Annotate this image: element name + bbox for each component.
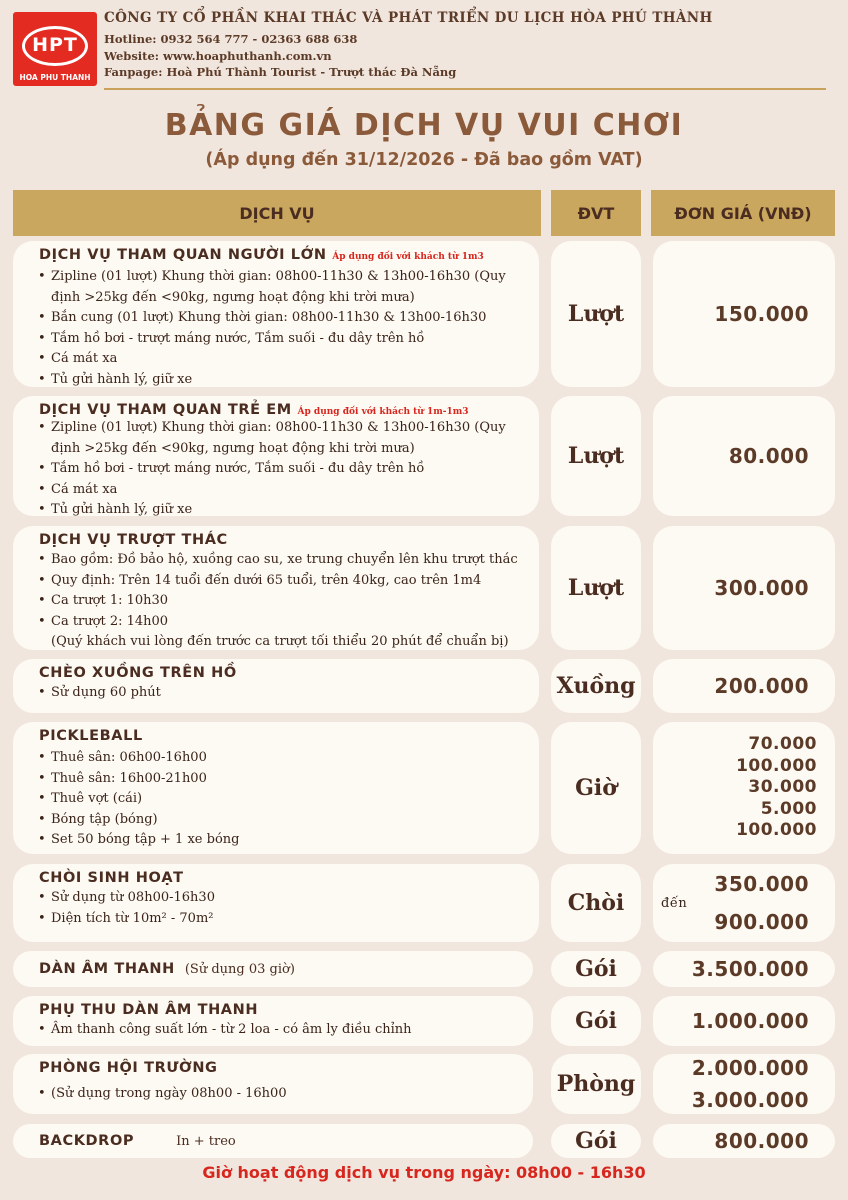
company-logo [13,12,97,86]
price-cell: 200.000 [653,659,835,713]
service-item: • Set 50 bóng tập + 1 xe bóng [39,830,525,851]
service-item: định >25kg đến <90kg, ngưng hoạt động khi trời mưa) [51,440,415,456]
service-item: • Tủ gửi hành lý, giữ xe [39,370,525,391]
service-item: • Tắm hồ bơi - trượt máng nước, Tắm suối - đu dây trên hồ [39,459,525,480]
service-item: định >25kg đến <90kg, ngưng hoạt động khi trời mưa) [51,289,415,305]
price-value: 70.000 [748,734,817,755]
service-row-sound-surcharge [13,996,533,1046]
company-info [104,10,713,81]
unit-cell: Chòi [551,864,641,942]
service-item: • Bóng tập (bóng) [39,810,525,831]
unit-cell: Lượt [551,526,641,650]
price-cell: 800.000 [653,1124,835,1158]
service-name: PHỤ THU DÀN ÂM THANH [39,1002,259,1018]
price-value: 5.000 [760,798,817,819]
price-to: 900.000 [714,910,809,934]
header-divider [104,88,826,90]
service-item: • Sử dụng 60 phút [39,683,525,704]
price-cell: 80.000 [653,396,835,516]
price-value: 30.000 [748,777,817,798]
column-header-price: ĐƠN GIÁ (VNĐ) [651,190,835,236]
price-cell: 3.500.000 [653,951,835,987]
logo-abbr: HPT [32,34,78,56]
fanpage: Fanpage: Hoà Phú Thành Tourist - Trượt thác Đà Nẵng [104,65,457,79]
price-value: 2.000.000 [691,1056,809,1080]
service-item: • Ca trượt 1: 10h30 [39,591,525,612]
service-detail: (Sử dụng 03 giờ) [184,961,295,977]
service-note: Áp dụng đối với khách từ 1m-1m3 [297,407,469,417]
service-item: • Ca trượt 2: 14h00 [39,612,525,633]
service-row-backdrop [13,1124,533,1158]
service-item: • Cá mát xa [39,349,525,370]
service-item: • Zipline (01 lượt) Khung thời gian: 08h00-11h30 & 13h00-16h30 (Quy [39,267,525,288]
service-item: • Tắm hồ bơi - trượt máng nước, Tắm suối - đu dây trên hồ [39,329,525,350]
service-row-sound [13,951,533,987]
service-item: • Tủ gửi hành lý, giữ xe [39,500,525,521]
service-name: CHÒI SINH HOẠT [39,870,184,886]
price-cell [653,722,835,854]
service-item: • (Sử dụng trong ngày 08h00 - 16h00 [39,1084,519,1105]
page-title: BẢNG GIÁ DỊCH VỤ VUI CHƠI [164,108,684,143]
price-cell: 1.000.000 [653,996,835,1046]
service-name: CHÈO XUỒNG TRÊN HỒ [39,665,237,681]
service-item: • Quy định: Trên 14 tuổi đến dưới 65 tuổi, trên 40kg, cao trên 1m4 [39,571,525,592]
unit-cell: Gói [551,951,641,987]
company-name: CÔNG TY CỔ PHẦN KHAI THÁC VÀ PHÁT TRIỂN DU LỊCH HÒA PHÚ THÀNH [104,10,713,26]
service-item: • Thuê sân: 06h00-16h00 [39,748,525,769]
service-name: DÀN ÂM THANH (Sử dụng 03 giờ) [39,960,295,977]
price-cell: 300.000 [653,526,835,650]
price-from: 350.000 [714,872,809,896]
service-name: DỊCH VỤ THAM QUAN TRẺ EM Áp dụng đối với khách từ 1m-1m3 [39,402,469,418]
service-item: • Zipline (01 lượt) Khung thời gian: 08h00-11h30 & 13h00-16h30 (Quy [39,418,525,439]
service-item: • Sử dụng từ 08h00-16h30 [39,888,525,909]
service-row-hut [13,864,539,942]
service-row-kayak [13,659,539,713]
service-item: (Quý khách vui lòng đến trước ca trượt tối thiểu 20 phút để chuẩn bị) [51,634,509,649]
price-cell: 150.000 [653,241,835,387]
price-cell [653,864,835,942]
service-item: • Thuê sân: 16h00-21h00 [39,769,525,790]
unit-cell: Gói [551,1124,641,1158]
column-header-service: DỊCH VỤ [13,190,541,236]
operating-hours: Giờ hoạt động dịch vụ trong ngày: 08h00 - 16h30 [202,1163,646,1182]
unit-cell: Lượt [551,396,641,516]
service-item: • Bắn cung (01 lượt) Khung thời gian: 08h00-11h30 & 13h00-16h30 [39,308,525,329]
service-name: DỊCH VỤ TRƯỢT THÁC [39,532,228,548]
unit-cell: Gói [551,996,641,1046]
service-item: • Thuê vợt (cái) [39,789,525,810]
hotline: Hotline: 0932 564 777 - 02363 688 638 [104,32,358,46]
service-row-child [13,396,539,516]
price-value: 100.000 [736,820,817,841]
unit-cell: Giờ [551,722,641,854]
website: Website: www.hoaphuthanh.com.vn [104,48,332,63]
service-item: • Âm thanh công suất lớn - từ 2 loa - có âm ly điều chỉnh [39,1020,519,1041]
service-name: BACKDROP In + treo [39,1132,236,1149]
service-row-hall [13,1054,533,1114]
price-range-separator: đến [661,895,688,911]
service-name: PICKLEBALL [39,728,143,744]
price-range [653,865,809,941]
price-value: 3.000.000 [691,1088,809,1112]
page-subtitle: (Áp dụng đến 31/12/2026 - Đã bao gồm VAT) [205,150,643,170]
unit-cell: Xuồng [551,659,641,713]
service-detail: In + treo [176,1133,236,1149]
service-name: PHÒNG HỘI TRƯỜNG [39,1060,218,1076]
price-cell [653,1054,835,1114]
unit-cell: Phòng [551,1054,641,1114]
service-row-adult [13,241,539,387]
column-header-unit: ĐVT [551,190,641,236]
unit-cell: Lượt [551,241,641,387]
logo-name: HOA PHU THANH [19,73,91,82]
service-note: Áp dụng đối với khách từ 1m3 [332,252,484,262]
service-item: • Bao gồm: Đồ bảo hộ, xuồng cao su, xe trung chuyển lên khu trượt thác [39,550,525,571]
service-row-rafting [13,526,539,650]
company-header [0,0,848,90]
service-item: • Cá mát xa [39,480,525,501]
service-row-pickleball [13,722,539,854]
service-item: • Diện tích từ 10m² - 70m² [39,909,525,930]
service-name: DỊCH VỤ THAM QUAN NGƯỜI LỚN Áp dụng đối với khách từ 1m3 [39,247,484,263]
price-value: 100.000 [736,755,817,776]
